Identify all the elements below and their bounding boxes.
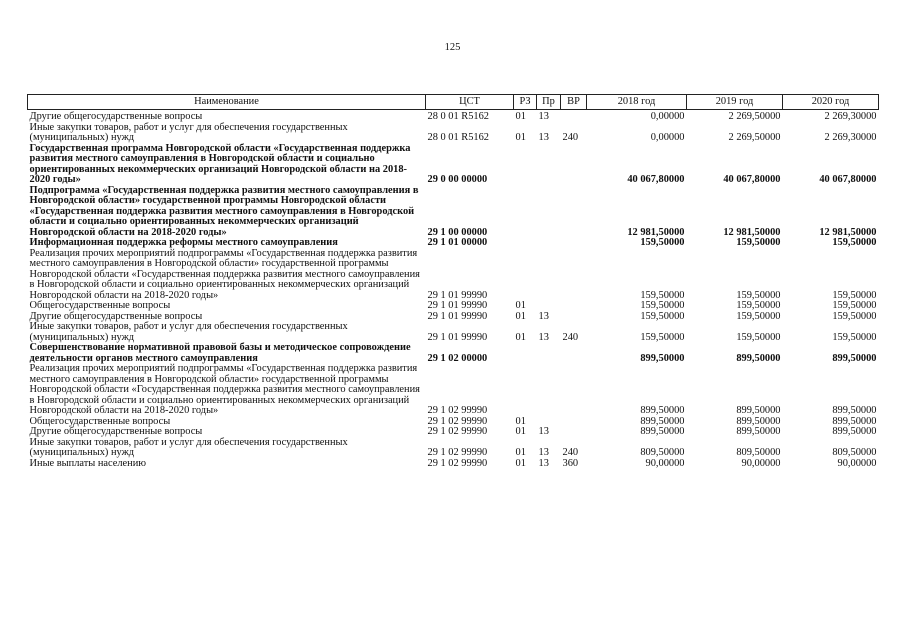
cell-pr xyxy=(537,364,561,417)
cell-cst: 29 1 01 00000 xyxy=(427,237,488,248)
cell-y2020: 2 269,30000 xyxy=(824,132,877,143)
cell-cst: 29 1 02 99990 xyxy=(427,426,488,437)
cell-y2020: 90,00000 xyxy=(837,457,877,469)
cell-cst: 29 1 00 00000 xyxy=(427,226,488,238)
cell-rz: 01 xyxy=(515,415,526,427)
cell-y2018: 159,50000 xyxy=(640,300,685,311)
cell-rz: 01 xyxy=(515,426,526,437)
cell-vr: 240 xyxy=(562,132,579,143)
cell-y2019: 40 067,80000 xyxy=(723,174,781,185)
cell-y2020: 899,50000 xyxy=(832,352,877,364)
cell-rz xyxy=(514,364,537,417)
cell-cst: 29 1 01 99990 xyxy=(427,300,488,311)
cell-y2020: 899,50000 xyxy=(832,415,877,427)
cell-y2018: 90,00000 xyxy=(645,457,685,469)
cell-y2018: 899,50000 xyxy=(640,415,685,427)
cell-name: Другие общегосударственные вопросы xyxy=(29,426,203,437)
cell-y2018: 159,50000 xyxy=(640,310,685,322)
cell-name: Иные закупки товаров, работ и услуг для обеспечения государственных (муниципальных) нужд xyxy=(29,121,348,143)
cell-y2020: 40 067,80000 xyxy=(819,174,877,185)
table-row xyxy=(28,364,879,417)
budget-table xyxy=(27,94,879,469)
table-row xyxy=(28,186,879,239)
cell-rz: 01 xyxy=(515,331,526,343)
cell-rz: 01 xyxy=(515,111,526,122)
cell-y2020: 159,50000 xyxy=(832,289,877,301)
table-row xyxy=(28,343,879,364)
cell-cst: 29 1 01 99990 xyxy=(427,289,488,301)
cell-y2020: 12 981,50000 xyxy=(819,226,877,238)
header-rz: РЗ xyxy=(514,95,537,110)
cell-y2018: 899,50000 xyxy=(640,405,685,416)
cell-y2019: 899,50000 xyxy=(736,352,781,364)
cell-vr xyxy=(561,144,587,186)
cell-vr: 360 xyxy=(562,457,579,469)
cell-vr: 240 xyxy=(562,447,579,458)
table-body xyxy=(28,112,879,469)
cell-pr: 13 xyxy=(538,331,549,343)
cell-rz xyxy=(514,343,537,364)
cell-y2018: 159,50000 xyxy=(640,237,685,248)
cell-y2018: 899,50000 xyxy=(640,352,685,364)
cell-y2019: 159,50000 xyxy=(736,331,781,343)
table-row xyxy=(28,438,879,459)
cell-name: Другие общегосударственные вопросы xyxy=(29,111,203,122)
cell-vr xyxy=(561,312,587,323)
table-row xyxy=(28,427,879,438)
cell-name: Иные закупки товаров, работ и услуг для обеспечения государственных (муниципальных) нужд xyxy=(29,436,348,458)
cell-y2020: 159,50000 xyxy=(832,331,877,343)
cell-y2019: 2 269,50000 xyxy=(728,132,781,143)
cell-y2019: 159,50000 xyxy=(736,310,781,322)
table-row xyxy=(28,112,879,123)
cell-pr xyxy=(537,144,561,186)
cell-pr: 13 xyxy=(538,111,549,122)
cell-cst: 28 0 01 R5162 xyxy=(427,132,489,143)
cell-y2019: 2 269,50000 xyxy=(728,111,781,122)
cell-pr xyxy=(537,249,561,302)
cell-y2020: 899,50000 xyxy=(832,405,877,416)
cell-name: Реализация прочих мероприятий подпрограммы «Государственная поддержка развития местного самоуправления в Новгородской области» государственной программы Новгородской области «Государственная поддержка развития местного самоуправления в Новгородской области и социально ориентированных некоммерческих организаций Новгородской области на 2018-2020 годы» xyxy=(29,247,420,301)
cell-y2020: 159,50000 xyxy=(832,310,877,322)
cell-pr: 13 xyxy=(538,447,549,458)
header-2020: 2020 год xyxy=(783,95,879,110)
cell-name: Реализация прочих мероприятий подпрограммы «Государственная поддержка развития местного самоуправления в Новгородской области» государственной программы Новгородской области «Государственная поддержка развития местного самоуправления в Новгородской области и социально ориентированных некоммерческих организаций Новгородской области на 2018-2020 годы» xyxy=(29,363,420,416)
cell-vr xyxy=(561,343,587,364)
cell-pr: 13 xyxy=(538,310,549,322)
cell-vr xyxy=(561,249,587,302)
cell-y2019: 12 981,50000 xyxy=(723,226,781,238)
cell-pr: 13 xyxy=(538,457,549,469)
cell-name: Общегосударственные вопросы xyxy=(29,415,171,427)
cell-name: Иные выплаты населению xyxy=(29,457,147,469)
cell-rz: 01 xyxy=(515,447,526,458)
cell-y2020: 2 269,30000 xyxy=(824,111,877,122)
header-cst: ЦСТ xyxy=(426,95,514,110)
cell-y2019: 90,00000 xyxy=(741,457,781,469)
cell-name: Другие общегосударственные вопросы xyxy=(29,310,203,322)
cell-pr xyxy=(537,186,561,239)
cell-y2018: 899,50000 xyxy=(640,426,685,437)
cell-cst: 29 1 02 99990 xyxy=(427,447,488,458)
cell-name: Иные закупки товаров, работ и услуг для обеспечения государственных (муниципальных) нужд xyxy=(29,321,348,343)
cell-name: Совершенствование нормативной правовой базы и методическое сопровождение деятельности органов местного самоуправления xyxy=(29,342,411,364)
table-row xyxy=(28,249,879,302)
cell-name: Информационная поддержка реформы местного самоуправления xyxy=(29,237,338,248)
page-number: 125 xyxy=(444,42,461,53)
cell-y2018: 809,50000 xyxy=(640,447,685,458)
cell-rz xyxy=(514,144,537,186)
cell-vr xyxy=(561,112,587,123)
cell-y2018: 40 067,80000 xyxy=(627,174,685,185)
cell-cst: 28 0 01 R5162 xyxy=(427,111,489,122)
cell-y2019: 159,50000 xyxy=(736,289,781,301)
cell-name: Государственная программа Новгородской области «Государственная поддержка развития местного самоуправления в Новгородской области и социально ориентированных некоммерческих организаций Новгородской области на 2018-2020 годы» xyxy=(29,142,411,185)
cell-pr xyxy=(537,301,561,312)
cell-vr xyxy=(561,301,587,312)
table-row xyxy=(28,459,879,470)
cell-cst: 29 1 02 00000 xyxy=(427,352,488,364)
cell-rz: 01 xyxy=(515,132,526,143)
cell-rz xyxy=(514,238,537,249)
table-row xyxy=(28,238,879,249)
table-row xyxy=(28,144,879,186)
cell-y2018: 0,00000 xyxy=(650,132,685,143)
cell-y2019: 809,50000 xyxy=(736,447,781,458)
cell-vr: 240 xyxy=(562,331,579,343)
cell-y2018: 159,50000 xyxy=(640,289,685,301)
cell-y2019: 899,50000 xyxy=(736,426,781,437)
cell-rz: 01 xyxy=(515,300,526,311)
cell-pr: 13 xyxy=(538,426,549,437)
cell-y2018: 0,00000 xyxy=(650,111,685,122)
cell-y2020: 809,50000 xyxy=(832,447,877,458)
cell-y2019: 899,50000 xyxy=(736,405,781,416)
cell-rz xyxy=(514,186,537,239)
cell-vr xyxy=(561,238,587,249)
cell-y2020: 159,50000 xyxy=(832,300,877,311)
cell-y2018: 159,50000 xyxy=(640,331,685,343)
table-row xyxy=(28,322,879,343)
cell-rz: 01 xyxy=(515,457,526,469)
cell-cst: 29 1 02 99990 xyxy=(427,457,488,469)
header-vr: ВР xyxy=(561,95,587,110)
table-row xyxy=(28,301,879,312)
cell-vr xyxy=(561,417,587,428)
cell-y2019: 899,50000 xyxy=(736,415,781,427)
table-header-row xyxy=(28,95,879,110)
cell-y2019: 159,50000 xyxy=(736,237,781,248)
table-row xyxy=(28,123,879,144)
cell-vr xyxy=(561,364,587,417)
header-pr: Пр xyxy=(537,95,561,110)
header-name: Наименование xyxy=(28,95,426,110)
cell-cst: 29 0 00 00000 xyxy=(427,174,488,185)
cell-name: Общегосударственные вопросы xyxy=(29,300,171,311)
cell-y2020: 899,50000 xyxy=(832,426,877,437)
cell-vr xyxy=(561,186,587,239)
cell-pr xyxy=(537,238,561,249)
cell-y2020: 159,50000 xyxy=(832,237,877,248)
cell-cst: 29 1 01 99990 xyxy=(427,331,488,343)
header-2018: 2018 год xyxy=(587,95,687,110)
cell-y2018: 12 981,50000 xyxy=(627,226,685,238)
cell-cst: 29 1 02 99990 xyxy=(427,405,488,416)
cell-y2019: 159,50000 xyxy=(736,300,781,311)
cell-cst: 29 1 02 99990 xyxy=(427,415,488,427)
cell-pr xyxy=(537,343,561,364)
cell-name: Подпрограмма «Государственная поддержка развития местного самоуправления в Новгородской области» государственной программы Новгородской области «Государственная поддержка развития местного самоуправления в Новгородской области и социально ориентированных некоммерческих организаций Новгородской области на 2018-2020 годы» xyxy=(29,184,419,238)
cell-vr xyxy=(561,427,587,438)
cell-rz xyxy=(514,249,537,302)
cell-cst: 29 1 01 99990 xyxy=(427,310,488,322)
header-2019: 2019 год xyxy=(687,95,783,110)
cell-rz: 01 xyxy=(515,310,526,322)
cell-pr: 13 xyxy=(538,132,549,143)
